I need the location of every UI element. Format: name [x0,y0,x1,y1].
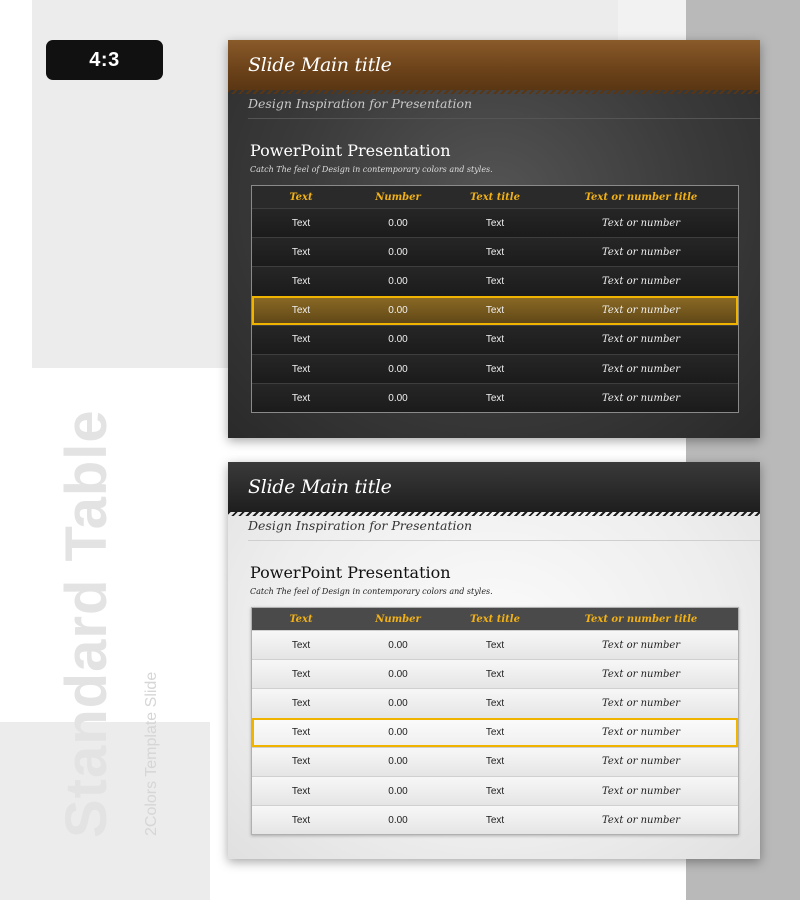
table-cell: 0.00 [388,814,408,826]
table-cell: Text [485,756,505,768]
table-cell: Text [485,814,505,826]
table-cell: Text [291,756,311,768]
table-row-highlighted [252,718,738,747]
table-cell: Text or number [601,697,681,709]
table-cell: 0.00 [388,727,408,739]
slide-preview-dark[interactable] [228,40,760,438]
table-cell: Text [291,727,311,739]
table-cell: Text [485,392,505,404]
content-caption: Catch The feel of Design in contemporary colors and styles. [250,587,493,596]
table-cell: Text or number [601,639,681,651]
slide-subtitle: Design Inspiration for Presentation [248,518,473,533]
table-cell: Text or number [601,814,681,826]
table-cell: Text or number [601,785,681,797]
table-cell: Text [291,246,311,258]
content-heading: PowerPoint Presentation [250,563,451,582]
slide-main-title: Slide Main title [248,476,392,498]
table-row [252,325,738,354]
table-header-row [252,608,738,630]
table-cell: Text or number [601,217,681,229]
table-cell: Text [485,305,505,317]
table-row [252,688,738,717]
table-cell: Text or number [601,305,681,317]
table-cell: 0.00 [388,785,408,797]
table-cell: Text or number [601,727,681,739]
table-cell: 0.00 [388,392,408,404]
data-table [251,185,739,413]
table-cell: 0.00 [388,756,408,768]
table-cell: Text [291,217,311,229]
table-cell: Text [291,697,311,709]
background-panel-right-top [618,0,686,40]
table-cell: Text or number [601,392,681,404]
table-cell: 0.00 [388,246,408,258]
table-row [252,805,738,834]
table-cell: Text [485,697,505,709]
table-cell: 0.00 [388,275,408,287]
table-cell: 0.00 [388,217,408,229]
zigzag-divider [228,90,760,94]
table-row [252,266,738,295]
table-row [252,776,738,805]
column-header: Text or number title [584,613,698,625]
column-header: Text title [470,613,520,625]
table-cell: Text [291,814,311,826]
table-cell: Text [291,639,311,651]
subtitle-rule [248,118,760,119]
table-cell: Text [291,392,311,404]
table-cell: Text [291,363,311,375]
table-cell: Text [291,334,311,346]
slide-main-title: Slide Main title [248,54,392,76]
table-row [252,630,738,659]
aspect-ratio-badge: 4:3 [46,40,163,80]
table-row [252,747,738,776]
table-row [252,208,738,237]
table-cell: 0.00 [388,334,408,346]
table-cell: Text [291,305,311,317]
column-header: Text [289,613,313,625]
table-cell: Text [485,785,505,797]
table-cell: Text [485,639,505,651]
column-header: Text title [470,191,520,203]
column-header: Text or number title [584,191,698,203]
side-subtitle: 2Colors Template Slide [143,671,160,836]
table-cell: Text [291,785,311,797]
column-header: Number [375,613,421,625]
table-cell: Text [485,217,505,229]
table-cell: Text or number [601,275,681,287]
table-cell: Text [291,668,311,680]
table-cell: 0.00 [388,697,408,709]
data-table [251,607,739,835]
table-cell: 0.00 [388,363,408,375]
subtitle-rule [248,540,760,541]
table-cell: Text [485,334,505,346]
side-title: Standard Table [54,409,119,838]
table-cell: Text or number [601,334,681,346]
table-cell: 0.00 [388,639,408,651]
column-header: Number [375,191,421,203]
table-cell: Text [485,246,505,258]
table-cell: Text [485,275,505,287]
zigzag-divider [228,512,760,516]
table-cell: Text [485,727,505,739]
table-cell: Text or number [601,756,681,768]
table-cell: 0.00 [388,305,408,317]
slide-subtitle: Design Inspiration for Presentation [248,96,473,111]
table-cell: Text [291,275,311,287]
content-heading: PowerPoint Presentation [250,141,451,160]
table-row [252,659,738,688]
table-row [252,237,738,266]
column-header: Text [289,191,313,203]
table-cell: Text [485,668,505,680]
table-cell: Text [485,363,505,375]
content-caption: Catch The feel of Design in contemporary colors and styles. [250,165,493,174]
table-row-highlighted [252,296,738,325]
table-row [252,383,738,412]
table-cell: 0.00 [388,668,408,680]
slide-preview-light[interactable] [228,462,760,859]
table-header-row [252,186,738,208]
table-row [252,354,738,383]
table-cell: Text or number [601,246,681,258]
table-cell: Text or number [601,668,681,680]
table-cell: Text or number [601,363,681,375]
